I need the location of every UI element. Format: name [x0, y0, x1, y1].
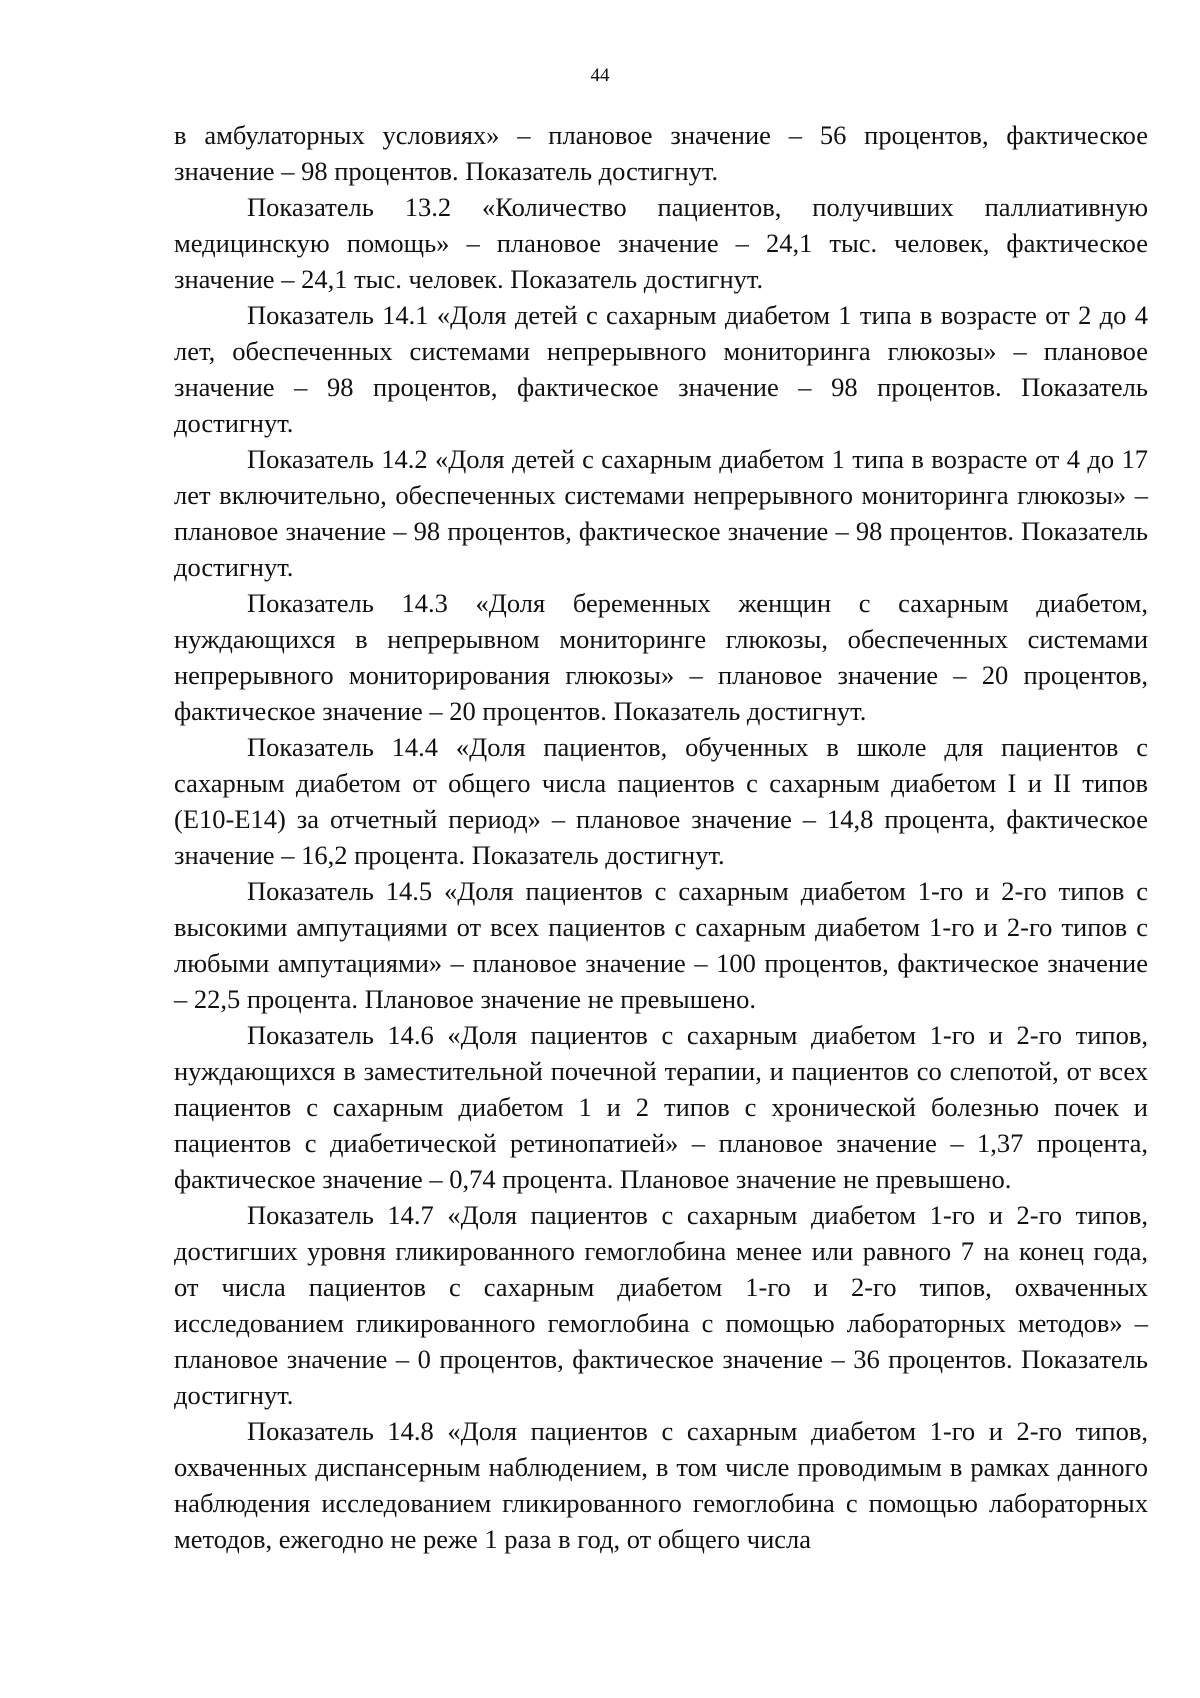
paragraph-continuation: в амбулаторных условиях» – плановое значение – 56 процентов, фактическое значение – 98 процентов. Показатель достигнут.	[174, 120, 1148, 186]
page-number: 44	[590, 65, 610, 86]
paragraph-indicator-14-6: Показатель 14.6 «Доля пациентов с сахарным диабетом 1-го и 2-го типов, нуждающихся в заместительной почечной терапии, и пациентов со слепотой, от всех пациентов с сахарным диабетом 1 и 2 типов с хронической болезнью почек и пациентов с диабетической ретинопатией» – плановое значение – 1,37 процента, фактическое значение – 0,74 процента. Плановое значение не превышено.	[174, 1020, 1148, 1194]
paragraph-indicator-14-1: Показатель 14.1 «Доля детей с сахарным диабетом 1 типа в возрасте от 2 до 4 лет, обеспеченных системами непрерывного мониторинга глюкозы» – плановое значение – 98 процентов, фактическое значение – 98 процентов. Показатель достигнут.	[174, 300, 1148, 438]
document-body	[174, 117, 1148, 1557]
paragraph-indicator-13-2: Показатель 13.2 «Количество пациентов, получивших паллиативную медицинскую помощь» – плановое значение – 24,1 тыс. человек, фактическое значение – 24,1 тыс. человек. Показатель достигнут.	[174, 192, 1148, 294]
paragraph-indicator-14-5: Показатель 14.5 «Доля пациентов с сахарным диабетом 1-го и 2-го типов с высокими ампутациями от всех пациентов с сахарным диабетом 1-го и 2-го типов с любыми ампутациями» – плановое значение – 100 процентов, фактическое значение – 22,5 процента. Плановое значение не превышено.	[174, 876, 1148, 1014]
paragraph-indicator-14-3: Показатель 14.3 «Доля беременных женщин с сахарным диабетом, нуждающихся в непрерывном мониторинге глюкозы, обеспеченных системами непрерывного мониторирования глюкозы» – плановое значение – 20 процентов, фактическое значение – 20 процентов. Показатель достигнут.	[174, 588, 1148, 726]
paragraph-indicator-14-7: Показатель 14.7 «Доля пациентов с сахарным диабетом 1-го и 2-го типов, достигших уровня гликированного гемоглобина менее или равного 7 на конец года, от числа пациентов с сахарным диабетом 1-го и 2-го типов, охваченных исследованием гликированного гемоглобина с помощью лабораторных методов» – плановое значение – 0 процентов, фактическое значение – 36 процентов. Показатель достигнут.	[174, 1200, 1148, 1410]
paragraph-indicator-14-4: Показатель 14.4 «Доля пациентов, обученных в школе для пациентов с сахарным диабетом от общего числа пациентов с сахарным диабетом I и II типов (Е10-Е14) за отчетный период» – плановое значение – 14,8 процента, фактическое значение – 16,2 процента. Показатель достигнут.	[174, 732, 1148, 870]
paragraph-indicator-14-2: Показатель 14.2 «Доля детей с сахарным диабетом 1 типа в возрасте от 4 до 17 лет включительно, обеспеченных системами непрерывного мониторинга глюкозы» – плановое значение – 98 процентов, фактическое значение – 98 процентов. Показатель достигнут.	[174, 444, 1148, 582]
paragraph-indicator-14-8: Показатель 14.8 «Доля пациентов с сахарным диабетом 1-го и 2-го типов, охваченных диспансерным наблюдением, в том числе проводимым в рамках данного наблюдения исследованием гликированного гемоглобина с помощью лабораторных методов, ежегодно не реже 1 раза в год, от общего числа	[174, 1416, 1148, 1554]
